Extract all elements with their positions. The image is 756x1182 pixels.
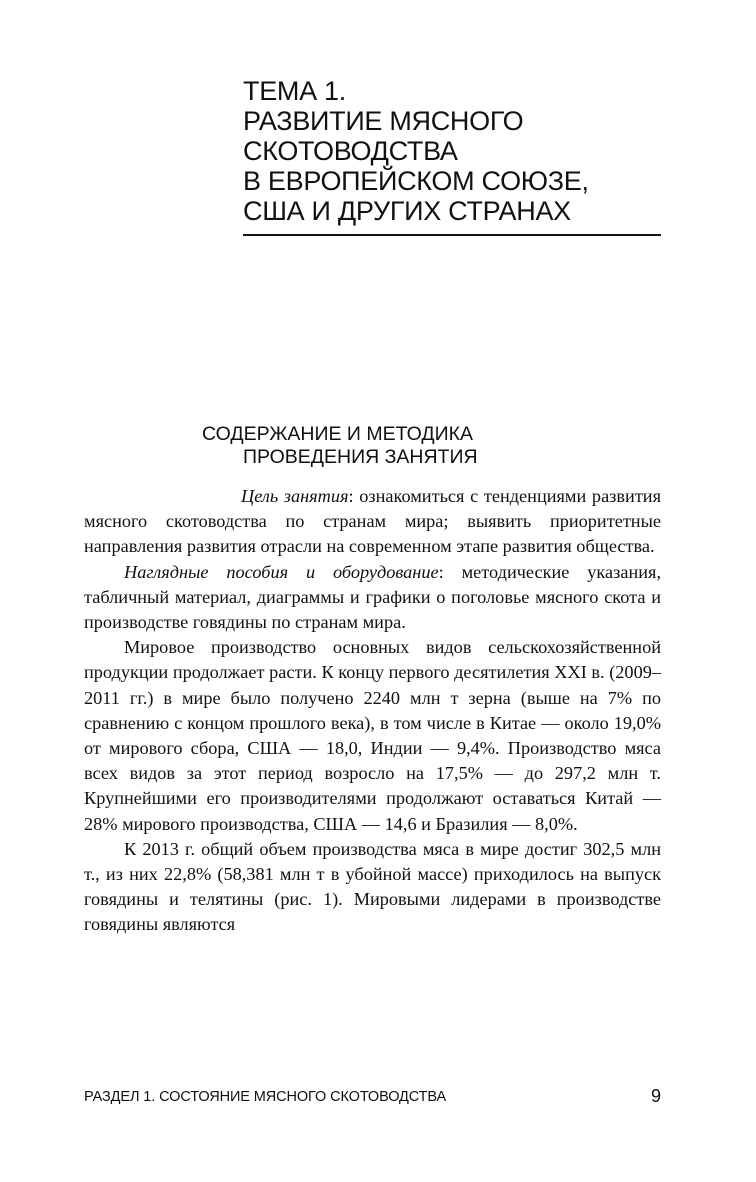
lesson-goal-text: : ознакомиться с тенденциями развития мясного скотоводства по странам мира; выявить приоритетные направления развития отрасли на современном этапе развития общества. bbox=[84, 486, 662, 557]
running-head: РАЗДЕЛ 1. СОСТОЯНИЕ МЯСНОГО СКОТОВОДСТВА bbox=[84, 1089, 447, 1105]
chapter-title bbox=[243, 76, 663, 226]
chapter-title-line: СКОТОВОДСТВА bbox=[243, 136, 458, 166]
paragraph-visual-aids bbox=[84, 560, 661, 636]
lesson-goal-label: Цель занятия bbox=[241, 486, 349, 506]
visual-aids-text: : методические указания, табличный материал, диаграммы и графики о поголовье мясного скота и производстве говядины по странам мира. bbox=[84, 561, 662, 633]
title-divider bbox=[243, 234, 661, 236]
paragraph-lesson-goal bbox=[84, 484, 661, 560]
section-heading-line: СОДЕРЖАНИЕ И МЕТОДИКА bbox=[202, 423, 473, 445]
chapter-title-line: РАЗВИТИЕ МЯСНОГО bbox=[243, 106, 524, 136]
page-number: 9 bbox=[650, 1086, 661, 1106]
chapter-title-line: США И ДРУГИХ СТРАНАХ bbox=[243, 196, 571, 226]
body-text bbox=[84, 484, 661, 938]
chapter-title-line: ТЕМА 1. bbox=[243, 76, 346, 106]
paragraph-world-production: Мировое производство основных видов сельскохозяйственной продукции продолжает расти. К концу первого десятилетия XXI в. (2009–2011 гг.) в мире было получено 2240 млн т зерна (выше на 7% по сравнению с концом прошлого века), в том числе в Китае — около 19,0% от мирового сбора, США — 18,0, Индии — 9,4%. Производство мяса всех видов за этот период возросло на 17,5% — до 297,2 млн т. Крупнейшими его производителями продолжают оставаться Китай — 28% мирового производства, США — 14,6 и Бразилия — 8,0%. bbox=[84, 637, 661, 834]
section-heading-line: ПРОВЕДЕНИЯ ЗАНЯТИЯ bbox=[243, 446, 478, 468]
paragraph-meat-2013: К 2013 г. общий объем производства мяса в мире достиг 302,5 млн т., из них 22,8% (58,381 млн т в убойной массе) приходилось на выпуск говядины и телятины (рис. 1). Мировыми лидерами в производстве говядины являются bbox=[84, 838, 661, 935]
visual-aids-label: Наглядные пособия и оборудование bbox=[124, 561, 439, 582]
chapter-title-line: В ЕВРОПЕЙСКОМ СОЮЗЕ, bbox=[243, 166, 589, 196]
